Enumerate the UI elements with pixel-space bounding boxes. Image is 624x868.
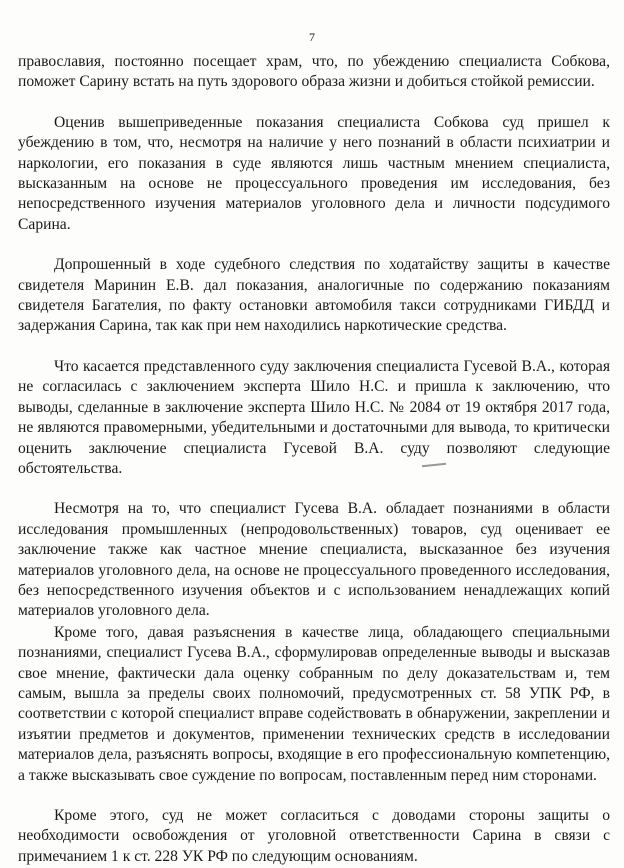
paragraph-4: Что касается представленного суду заключения специалиста Гусевой В.А., которая не согласилась с заключением эксперта Шило Н.С. и пришла к заключению, что выводы, сделанные в заключение эксперта Шило Н.С. № 2084 от 19 октября 2017 года, не являются правомерными, убедительными и достаточными для вывода, то критически оценить заключение специалиста Гусевой В.А. суду позволяют следующие обстоятельства.: [18, 357, 610, 477]
paragraph-5: Несмотря на то, что специалист Гусева В.А. обладает познаниями в области исследования промышленных (непродовольственных) товаров, суд оценивает ее заключение также как частное мнение специалиста, высказанное без изучения материалов уголовного дела, на основе не процессуального проведенного исследования, без непосредственного изучения объектов и с использованием ненадлежащих копий материалов уголовного дела.: [18, 500, 610, 620]
paragraph-6: Кроме того, давая разъяснения в качестве лица, обладающего специальными познаниями, специалист Гусева В.А., сформулировав определенные выводы и высказав свое мнение, фактически дала оценку собранным по делу доказательствам и, тем самым, вышла за пределы своих полномочий, предусмотренных ст. 58 УПК РФ, в соответствии с которой специалист вправе содействовать в обнаружении, закреплении и изъятии предметов и документов, применении технических средств в исследовании материалов дела, разъяснять вопросы, входящие в его профессиональную компетенцию, а также высказывать свое суждение по вопросам, поставленным перед ним сторонами.: [18, 623, 610, 784]
paragraph-3: Допрошенный в ходе судебного следствия по ходатайству защиты в качестве свидетеля Маринин Е.В. дал показания, аналогичные по содержанию показаниям свидетеля Багателия, по факту остановки автомобиля такси сотрудниками ГИБДД и задержания Сарина, так как при нем находились наркотические средства.: [18, 256, 610, 335]
page-number: 7: [309, 30, 315, 44]
paragraph-1: православия, постоянно посещает храм, что, по убеждению специалиста Собкова, поможет Сарину встать на путь здорового образа жизни и добиться стойкой ремиссии.: [18, 53, 610, 91]
paragraph-7: Кроме этого, суд не может согласиться с доводами стороны защиты о необходимости освобождения от уголовной ответственности Сарина в связи с примечанием 1 к ст. 228 УК РФ по следующим основаниям.: [18, 807, 610, 865]
document-body: [18, 52, 610, 867]
paragraph-2: Оценив вышеприведенные показания специалиста Собкова суд пришел к убеждению в том, что, несмотря на наличие у него познаний в области психиатрии и наркологии, его показания в суде являются лишь частным мнением специалиста, высказанным на основе не процессуального проведения им исследования, без непосредственного изучения материалов уголовного дела и личности подсудимого Сарина.: [18, 113, 610, 233]
